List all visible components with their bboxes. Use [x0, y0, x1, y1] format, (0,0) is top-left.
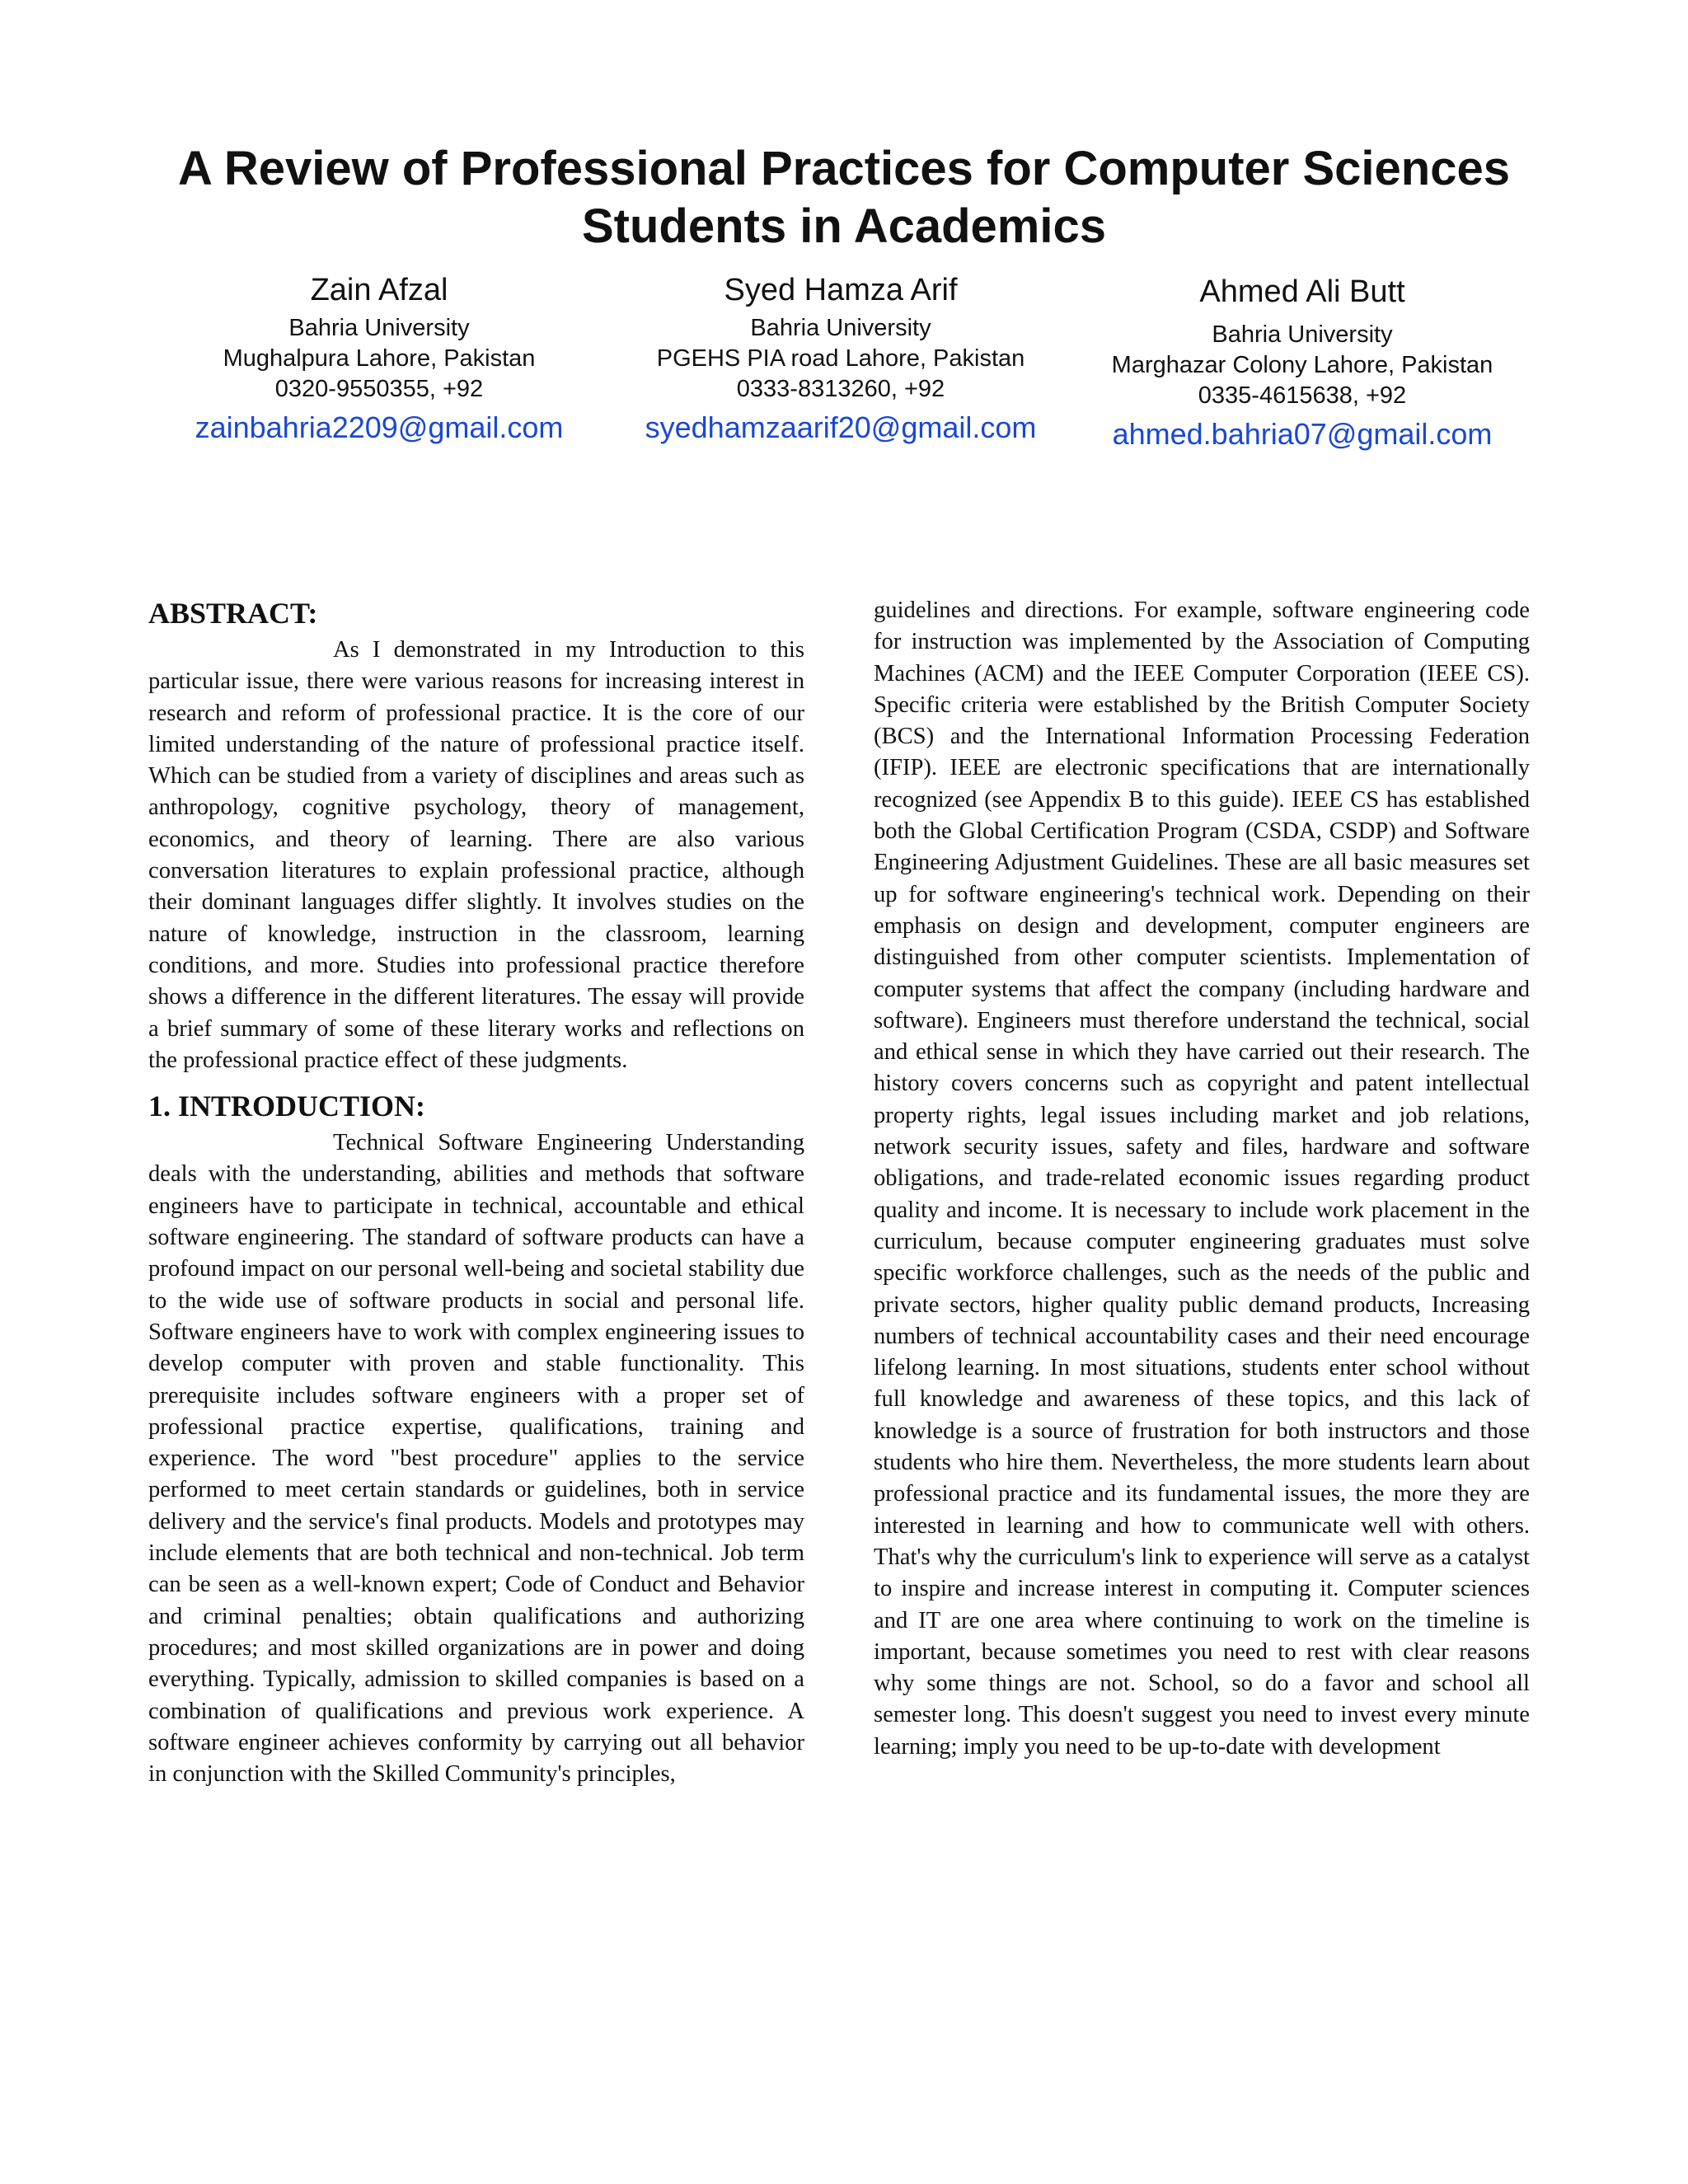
abstract-text: As I demonstrated in my Introduction to this particular issue, there were various reasons for increasing interest in research and reform of professional practice. It is the core of our limited understanding of the nature of professional practice itself. Which can be studied from a variety of disciplines and areas such as anthropology, cognitive psychology, theory of management, economics, and theory of learning. There are also various conversation literatures to explain professional practice, although their dominant languages differ slightly. It involves studies on the nature of knowledge, instruction in the classroom, learning conditions, and more. Studies into professional practice therefore shows a difference in the different literatures. The essay will provide a brief summary of some of these literary works and reflections on the professional practice effect of these judgments.	[148, 637, 804, 1073]
author-email-link[interactable]: ahmed.bahria07@gmail.com	[1112, 417, 1493, 451]
right-column	[874, 595, 1530, 1763]
author-address: Marghazar Colony Lahore, Pakistan	[1111, 352, 1493, 378]
abstract-heading: ABSTRACT:	[148, 597, 318, 630]
author-name: Zain Afzal	[310, 273, 448, 307]
author-affiliation: Bahria University	[1212, 321, 1393, 348]
author-address: PGEHS PIA road Lahore, Pakistan	[656, 345, 1025, 372]
author-name: Ahmed Ali Butt	[1199, 274, 1405, 309]
author-phone: 0333-8313260, +92	[736, 376, 945, 402]
author-affiliation: Bahria University	[750, 315, 931, 341]
author-email-link[interactable]: syedhamzaarif20@gmail.com	[645, 410, 1037, 444]
author-block	[610, 270, 1071, 448]
introduction-heading: 1. INTRODUCTION:	[148, 1090, 426, 1123]
author-name: Syed Hamza Arif	[724, 273, 958, 307]
author-email-link[interactable]: zainbahria2209@gmail.com	[195, 410, 564, 444]
author-phone: 0335-4615638, +92	[1198, 382, 1407, 409]
author-block	[148, 270, 610, 448]
author-block	[1071, 272, 1533, 454]
author-phone: 0320-9550355, +92	[274, 376, 484, 402]
author-address: Mughalpura Lahore, Pakistan	[223, 345, 536, 372]
paper-title: A Review of Professional Practices for Computer Sciences Students in Academics	[178, 142, 1510, 253]
left-column	[148, 595, 804, 1790]
introduction-text-continued: guidelines and directions. For example, software engineering code for instruction was implemented by the Association of Computing Machines (ACM) and the IEEE Computer Corporation (IEEE CS). Specific criteria were established by the British Computer Society (BCS) and the International Information Processing Federation (IFIP). IEEE are electronic specifications that are internationally recognized (see Appendix B to this guide). IEEE CS has established both the Global Certification Program (CSDA, CSDP) and Software Engineering Adjustment Guidelines. These are all basic measures set up for software engineering's technical work. Depending on their emphasis on design and development, computer engineers are distinguished from other computer scientists. Implementation of computer systems that affect the company (including hardware and software). Engineers must therefore understand the technical, social and ethical sense in which they have carried out their research. The history covers concerns such as copyright and patent intellectual property rights, legal issues including market and job relations, network security issues, safety and files, hardware and software obligations, and trade-related economic issues regarding product quality and income. It is necessary to include work placement in the curriculum, because computer engineering graduates must solve specific workforce challenges, such as the needs of the public and private sectors, higher quality public demand products, Increasing numbers of technical accountability cases and their need encourage lifelong learning. In most situations, students enter school without full knowledge and awareness of these topics, and this lack of knowledge is a source of frustration for both instructors and those students who hire them. Nevertheless, the more students learn about professional practice and its fundamental issues, the more they are interested in learning and how to communicate well with others. That's why the curriculum's link to experience will serve as a catalyst to inspire and increase interest in computing it. Computer sciences and IT are one area where continuing to work on the timeline is important, because sometimes you need to rest with clear reasons why some things are not. School, so do a favor and school all semester long. This doesn't suggest you need to invest every minute learning; imply you need to be up-to-date with development	[874, 598, 1530, 1760]
introduction-text: Technical Software Engineering Understanding deals with the understanding, abilities and methods that software engineers have to participate in technical, accountable and ethical software engineering. The standard of software products can have a profound impact on our personal well-being and societal stability due to the wide use of software products in social and personal life. Software engineers have to work with complex engineering issues to develop computer with proven and stable functionality. This prerequisite includes software engineers with a proper set of professional practice expertise, qualifications, training and experience. The word "best procedure" applies to the service performed to meet certain standards or guidelines, both in service delivery and the service's final products. Models and prototypes may include elements that are both technical and non-technical. Job term can be seen as a well-known expert; Code of Conduct and Behavior and criminal penalties; obtain qualifications and authorizing procedures; and most skilled organizations are in power and doing everything. Typically, admission to skilled companies is based on a combination of qualifications and previous work experience. A software engineer achieves conformity by carrying out all behavior in conjunction with the Skilled Community's principles,	[148, 1130, 804, 1788]
author-affiliation: Bahria University	[288, 315, 470, 341]
